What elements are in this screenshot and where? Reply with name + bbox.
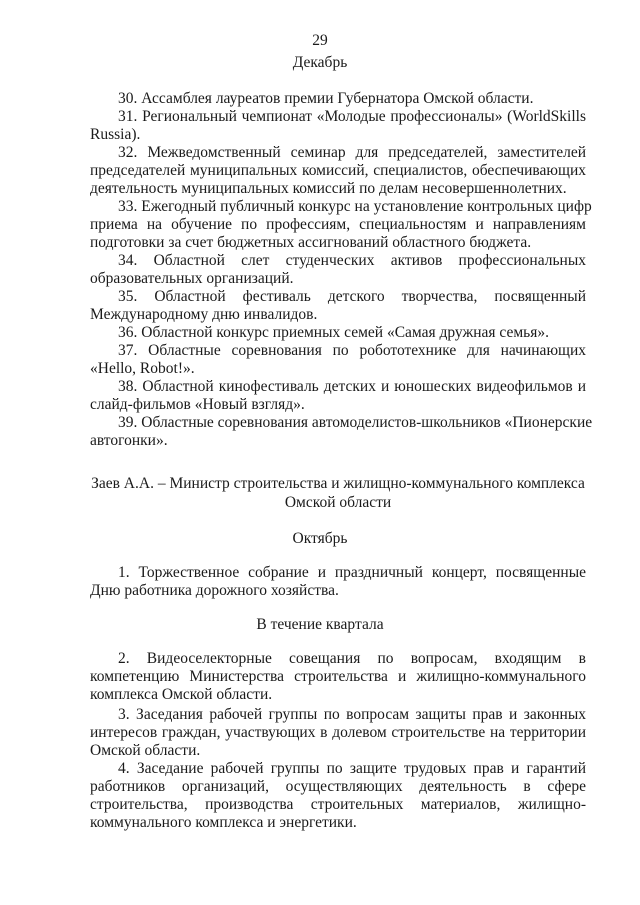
minister-heading [90, 474, 586, 512]
list-item-line: 32. Межведомственный семинар для председателей, заместителей [118, 144, 586, 161]
section-heading-october: Октябрь [292, 530, 348, 547]
list-item [90, 108, 586, 144]
list-item-line: 1. Торжественное собрание и праздничный концерт, посвященные [118, 564, 586, 581]
list-item [90, 252, 586, 288]
minister-line-2: Омской области [284, 494, 392, 511]
list-item [90, 342, 586, 378]
list-item [90, 378, 586, 414]
list-item-line: Международному дню инвалидов. [90, 306, 318, 323]
list-item [90, 324, 586, 342]
list-item-line: 30. Ассамблея лауреатов премии Губернатора Омской области. [118, 90, 534, 107]
list-item-line: 3. Заседания рабочей группы по вопросам защиты прав и законных [118, 706, 586, 723]
section-heading-quarter: В течение квартала [256, 616, 384, 633]
list-item-line: 36. Областной конкурс приемных семей «Самая дружная семья». [118, 324, 549, 341]
list-item-line: строительства, производства строительных материалов, жилищно- [90, 796, 586, 813]
list-item [90, 144, 586, 198]
list-item [90, 198, 592, 252]
list-item-line: председателей муниципальных комиссий, специалистов, обеспечивающих [90, 162, 586, 179]
list-item-line: интересов граждан, участвующих в долевом строительстве на территории [90, 724, 586, 741]
section-heading-december: Декабрь [292, 54, 348, 71]
list-item-line: 2. Видеоселекторные совещания по вопросам, входящим в [118, 650, 586, 667]
list-item-line: компетенцию Министерства строительства и жилищно-коммунального [90, 668, 586, 685]
list-item-line: подготовки за счет бюджетных ассигнований областного бюджета. [90, 234, 532, 251]
minister-line-1: Заев А.А. – Министр строительства и жилищно-коммунального комплекса [91, 475, 585, 492]
list-item-line: 37. Областные соревнования по робототехнике для начинающих [118, 342, 586, 359]
page-number: 29 [312, 32, 328, 49]
list-item-line: образовательных организаций. [90, 270, 294, 287]
list-item-line: Омской области. [90, 742, 201, 759]
list-item-line: 39. Областные соревнования автомоделистов-школьников «Пионерские [118, 414, 593, 431]
list-item-line: 35. Областной фестиваль детского творчества, посвященный [118, 288, 586, 305]
list-item-line: деятельность муниципальных комиссий по делам несовершеннолетних. [90, 180, 567, 197]
list-item-line: работников организаций, осуществляющих деятельность в сфере [90, 778, 586, 795]
list-item-line: коммунального комплекса и энергетики. [90, 814, 357, 831]
list-item-line: 33. Ежегодный публичный конкурс на установление контрольных цифр [118, 198, 592, 215]
list-item-line: автогонки». [90, 432, 168, 449]
list-item-line: 38. Областной кинофестиваль детских и юношеских видеофильмов и [118, 378, 586, 395]
list-item-line: «Hello, Robot!». [90, 360, 195, 377]
list-item-line: приема на обучение по профессиям, специальностям и направлениям [90, 216, 586, 233]
list-item-line: слайд-фильмов «Новый взгляд». [90, 396, 305, 413]
list-item [90, 90, 586, 108]
list-item-line: Russia). [90, 126, 141, 143]
list-item [90, 564, 586, 600]
list-item [90, 650, 586, 704]
list-item-line: 34. Областной слет студенческих активов профессиональных [118, 252, 586, 269]
list-item [90, 706, 586, 760]
list-item-line: Дню работника дорожного хозяйства. [90, 582, 339, 599]
list-item [90, 760, 586, 832]
list-item-line: 4. Заседание рабочей группы по защите трудовых прав и гарантий [118, 760, 586, 777]
list-item [90, 288, 586, 324]
list-item [90, 414, 593, 450]
list-item-line: 31. Региональный чемпионат «Молодые профессионалы» (WorldSkills [118, 108, 586, 125]
list-item-line: комплекса Омской области. [90, 686, 273, 703]
